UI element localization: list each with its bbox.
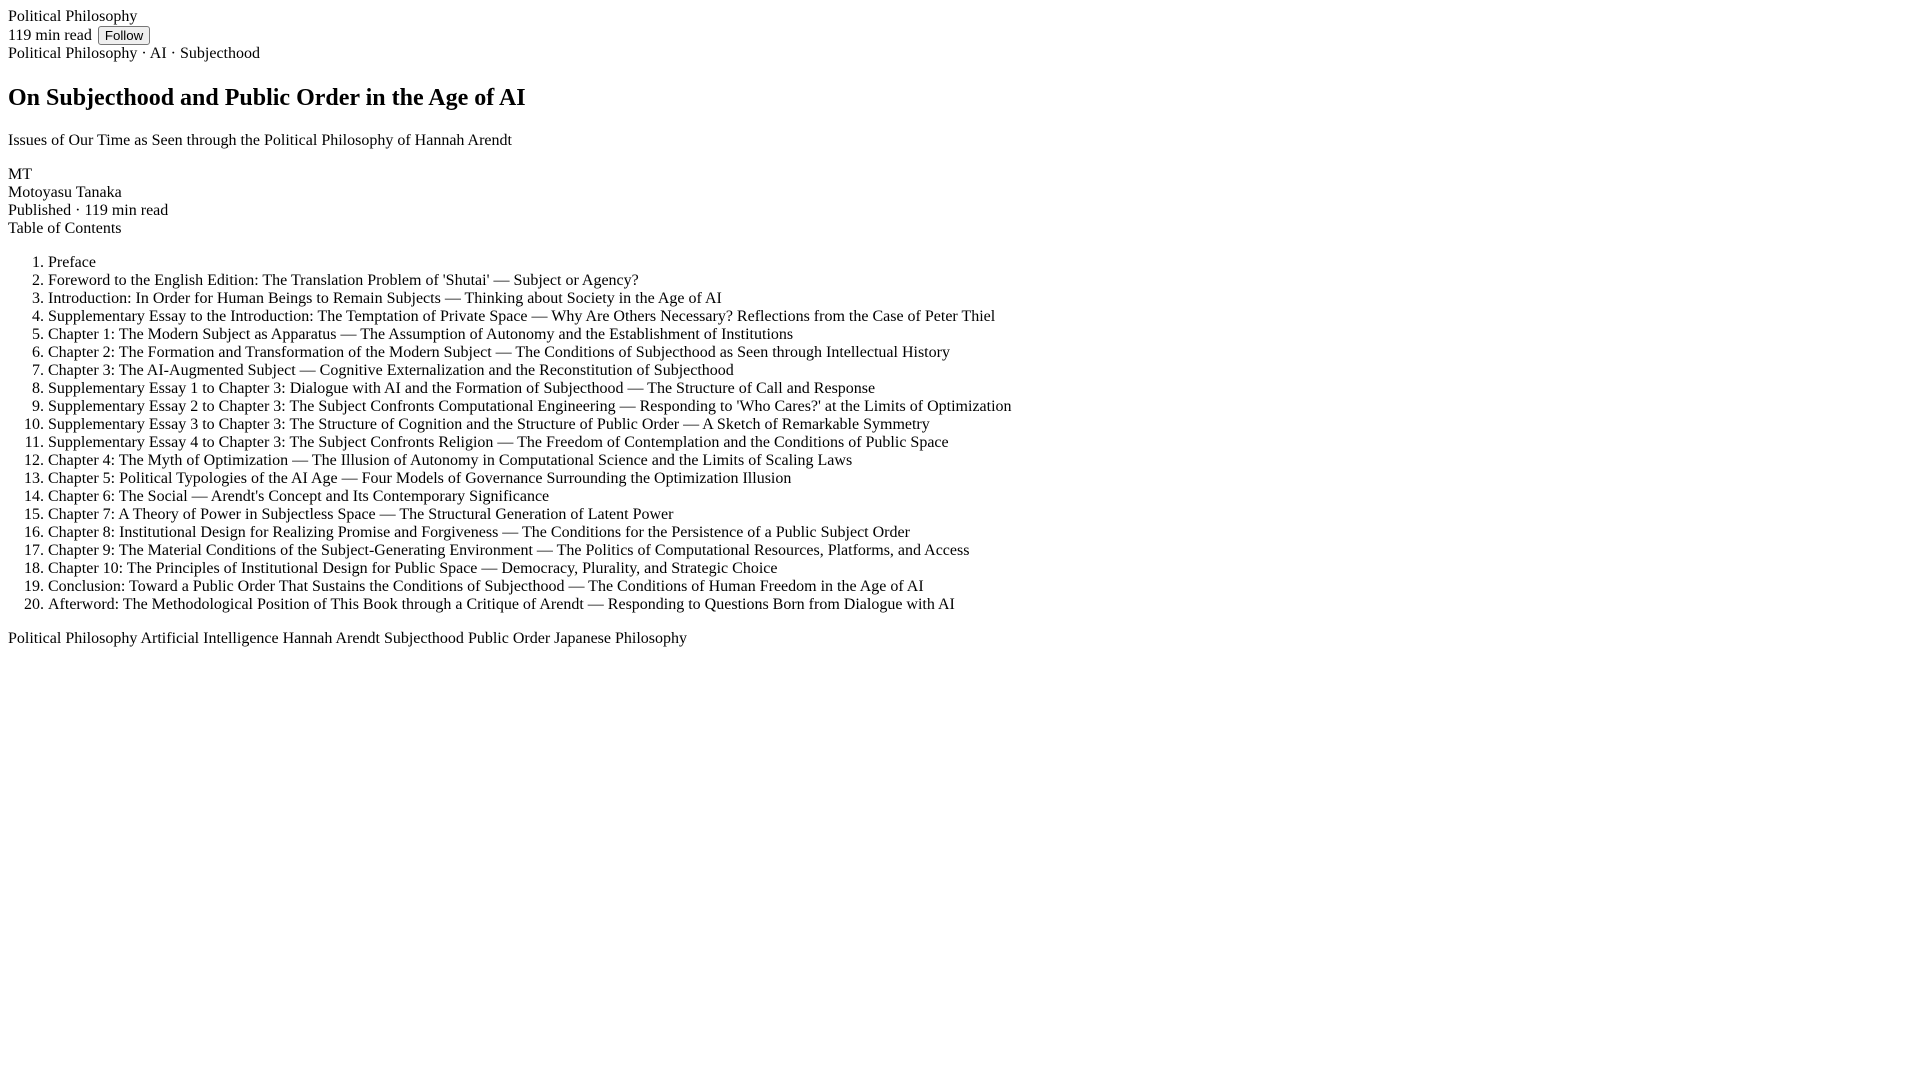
author-name[interactable]: Motoyasu Tanaka bbox=[8, 184, 122, 201]
tag-public-order[interactable]: Public Order bbox=[467, 630, 551, 647]
toc-item[interactable]: 17. Chapter 9: The Material Conditions of the Subject-Generating Environment — The Politics of Computational Resources, Platforms, and Access bbox=[48, 542, 1912, 560]
toc-item[interactable]: 20. Afterword: The Methodological Position of This Book through a Critique of Arendt — Responding to Questions Born from Dialogue with AI bbox=[48, 596, 1912, 614]
tag-hannah-arendt[interactable]: Hannah Arendt bbox=[282, 630, 380, 647]
toc-item[interactable]: 7. Chapter 3: The AI-Augmented Subject — Cognitive Externalization and the Reconstitution of Subjecthood bbox=[48, 362, 1912, 380]
toc-item[interactable]: 2. Foreword to the English Edition: The Translation Problem of 'Shutai' — Subject or Agency? bbox=[48, 272, 1912, 290]
toc-item[interactable]: 8. Supplementary Essay 1 to Chapter 3: Dialogue with AI and the Formation of Subjecthood — The Structure of Call and Response bbox=[48, 380, 1912, 398]
publication-name[interactable]: Political Philosophy bbox=[8, 8, 138, 25]
published-info: Published · 119 min read bbox=[8, 202, 169, 219]
toc-item[interactable]: 18. Chapter 10: The Principles of Institutional Design for Public Space — Democracy, Plurality, and Strategic Choice bbox=[48, 560, 1912, 578]
toc-item[interactable]: 5. Chapter 1: The Modern Subject as Apparatus — The Assumption of Autonomy and the Establishment of Institutions bbox=[48, 326, 1912, 344]
tag-list bbox=[8, 630, 1912, 648]
read-time-row bbox=[8, 26, 1912, 45]
toc-item[interactable]: 12. Chapter 4: The Myth of Optimization — The Illusion of Autonomy in Computational Science and the Limits of Scaling Laws bbox=[48, 452, 1912, 470]
toc-item[interactable]: 4. Supplementary Essay to the Introduction: The Temptation of Private Space — Why Are Others Necessary? Reflections from the Case of Peter Thiel bbox=[48, 308, 1912, 326]
author-block bbox=[8, 166, 1912, 220]
toc-item[interactable]: 10. Supplementary Essay 3 to Chapter 3: The Structure of Cognition and the Structure of Public Order — A Sketch of Remarkable Symmetry bbox=[48, 416, 1912, 434]
toc-item[interactable]: 3. Introduction: In Order for Human Beings to Remain Subjects — Thinking about Society in the Age of AI bbox=[48, 290, 1912, 308]
tag-artificial-intelligence[interactable]: Artificial Intelligence bbox=[140, 630, 279, 647]
follow-button[interactable]: Follow bbox=[98, 26, 150, 45]
toc-heading: Table of Contents bbox=[8, 220, 122, 237]
toc-item[interactable]: 13. Chapter 5: Political Typologies of the AI Age — Four Models of Governance Surrounding the Optimization Illusion bbox=[48, 470, 1912, 488]
toc-item[interactable]: 6. Chapter 2: The Formation and Transformation of the Modern Subject — The Conditions of Subjecthood as Seen through Intellectual History bbox=[48, 344, 1912, 362]
article-subtitle: Issues of Our Time as Seen through the Political Philosophy of Hannah Arendt bbox=[8, 132, 512, 149]
toc-item[interactable]: 14. Chapter 6: The Social — Arendt's Concept and Its Contemporary Significance bbox=[48, 488, 1912, 506]
toc-item[interactable]: 16. Chapter 8: Institutional Design for Realizing Promise and Forgiveness — The Conditions for the Persistence of a Public Subject Order bbox=[48, 524, 1912, 542]
topic-breadcrumb: Political Philosophy · AI · Subjecthood bbox=[8, 45, 260, 62]
toc-item[interactable]: 9. Supplementary Essay 2 to Chapter 3: The Subject Confronts Computational Engineering — Responding to 'Who Cares?' at the Limits of Optimization bbox=[48, 398, 1912, 416]
toc-item[interactable]: 15. Chapter 7: A Theory of Power in Subjectless Space — The Structural Generation of Latent Power bbox=[48, 506, 1912, 524]
avatar[interactable]: MT bbox=[8, 166, 32, 183]
article-title: On Subjecthood and Public Order in the Age of AI bbox=[8, 85, 526, 111]
tag-subjecthood[interactable]: Subjecthood bbox=[383, 630, 464, 647]
tag-japanese-philosophy[interactable]: Japanese Philosophy bbox=[554, 630, 688, 647]
toc-item[interactable]: 19. Conclusion: Toward a Public Order That Sustains the Conditions of Subjecthood — The Conditions of Human Freedom in the Age of AI bbox=[48, 578, 1912, 596]
read-time: 119 min read bbox=[8, 27, 92, 44]
toc-item[interactable]: 1. Preface bbox=[48, 254, 1912, 272]
table-of-contents bbox=[8, 254, 1912, 614]
tag-political-philosophy[interactable]: Political Philosophy bbox=[8, 630, 138, 647]
toc-item[interactable]: 11. Supplementary Essay 4 to Chapter 3: The Subject Confronts Religion — The Freedom of Contemplation and the Conditions of Public Space bbox=[48, 434, 1912, 452]
